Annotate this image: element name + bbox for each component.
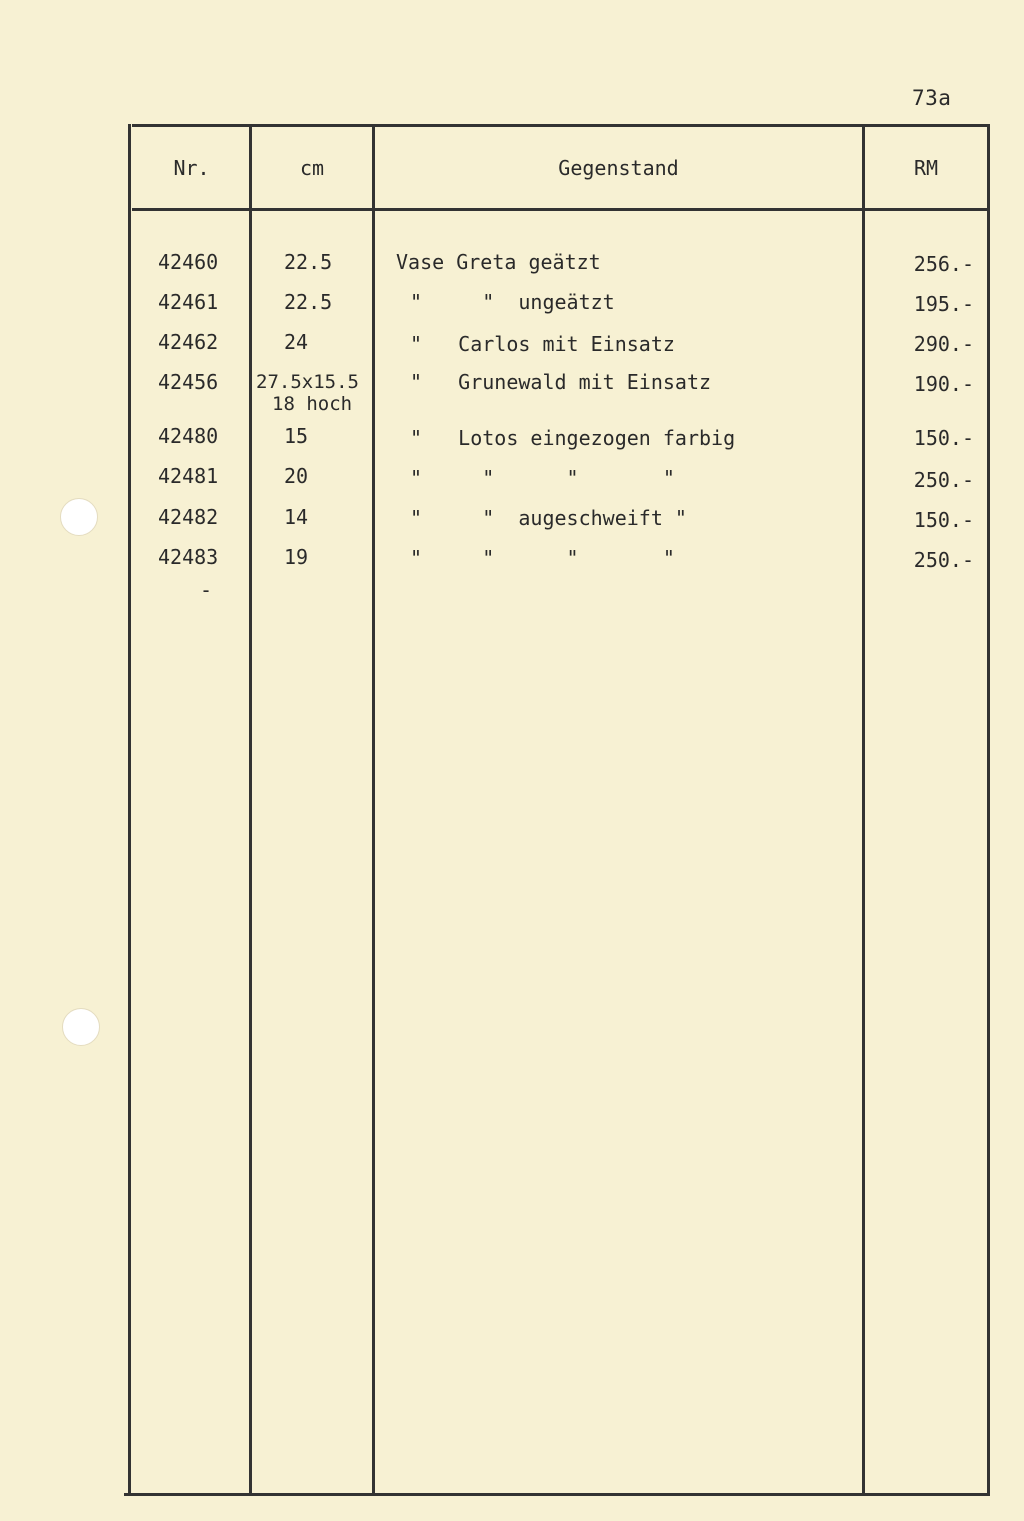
punch-hole — [62, 1008, 100, 1046]
cell-cm: 27.5x15.5 — [256, 371, 359, 393]
punch-hole — [60, 498, 98, 536]
cell-nr: 42462 — [158, 330, 219, 354]
cell-nr: 42480 — [158, 424, 219, 448]
header-rm: RM — [913, 156, 939, 180]
cell-cm: 15 — [284, 424, 309, 448]
page-number: 73a — [912, 86, 952, 110]
cell-rm: 256.- — [913, 252, 974, 276]
table-left-border — [128, 124, 131, 1496]
cell-nr: 42461 — [158, 290, 219, 314]
cell-gegenstand: " " " " — [410, 466, 675, 490]
cell-nr: 42483 — [158, 545, 219, 569]
cell-cm: 14 — [284, 505, 309, 529]
cell-nr: 42481 — [158, 464, 219, 488]
cell-rm: 150.- — [913, 508, 974, 532]
header-cm: cm — [299, 156, 325, 180]
cell-gegenstand: " " " " — [410, 546, 675, 570]
header-nr: Nr. — [173, 156, 210, 180]
cell-gegenstand: " " ungeätzt — [410, 290, 615, 314]
cell-rm: 290.- — [913, 332, 974, 356]
cell-nr: 42460 — [158, 250, 219, 274]
cell-rm: 195.- — [913, 292, 974, 316]
cell-rm: 250.- — [913, 468, 974, 492]
cell-cm-secondary: 18 hoch — [272, 393, 353, 415]
cell-nr: 42456 — [158, 370, 219, 394]
cell-cm: 19 — [284, 545, 309, 569]
table-right-border — [987, 124, 990, 1496]
cell-gegenstand: Vase Greta geätzt — [396, 250, 601, 274]
header-gegenstand: Gegenstand — [558, 156, 679, 180]
cell-cm: 20 — [284, 464, 309, 488]
cell-gegenstand: " Grunewald mit Einsatz — [410, 370, 712, 394]
cell-nr: 42482 — [158, 505, 219, 529]
cell-cm: 22.5 — [284, 250, 333, 274]
cell-cm: 22.5 — [284, 290, 333, 314]
cell-gegenstand: " " augeschweift " — [410, 506, 687, 530]
cell-gegenstand: " Carlos mit Einsatz — [410, 332, 675, 356]
trailing-mark: - — [200, 578, 213, 602]
cell-gegenstand: " Lotos eingezogen farbig — [410, 426, 736, 450]
cell-cm: 24 — [284, 330, 309, 354]
cell-rm: 190.- — [913, 372, 974, 396]
cell-rm: 250.- — [913, 548, 974, 572]
column-divider-1 — [249, 124, 252, 1496]
cell-rm: 150.- — [913, 426, 974, 450]
column-divider-3 — [862, 124, 865, 1496]
table-bottom-border — [124, 1493, 990, 1496]
